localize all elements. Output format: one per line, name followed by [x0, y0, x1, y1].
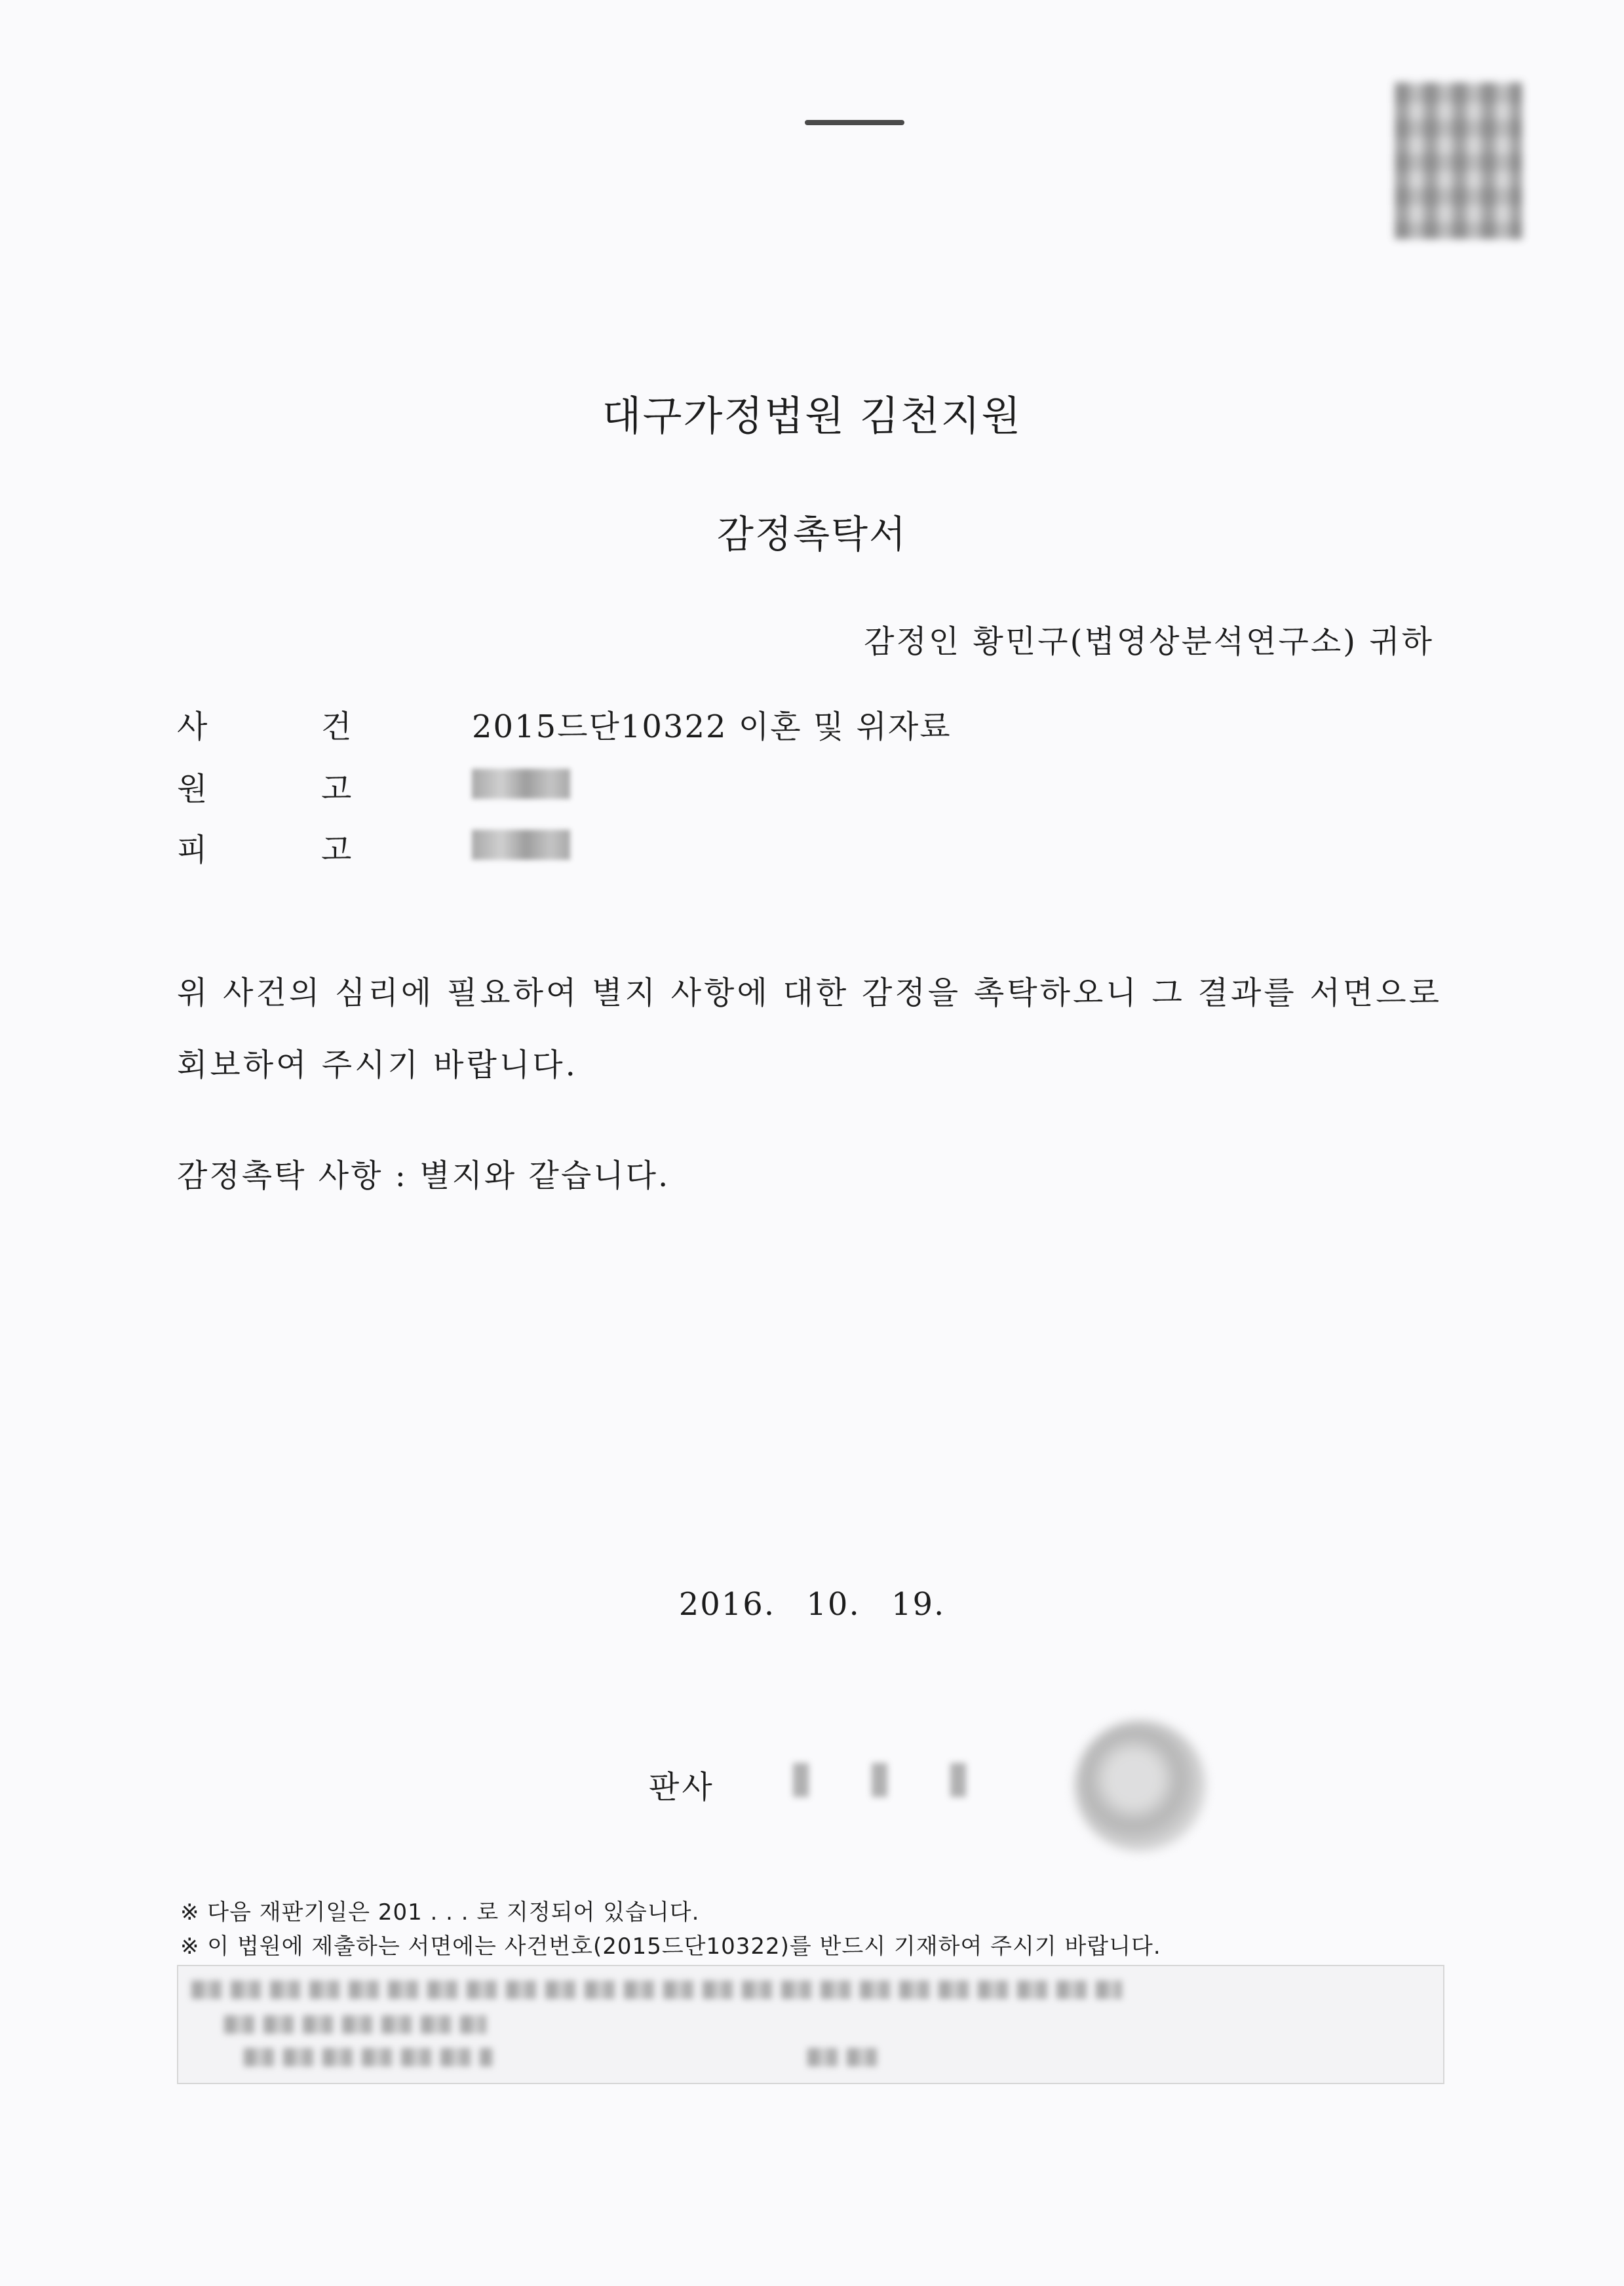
- judge-label: 판사: [649, 1769, 715, 1806]
- redacted-contact-line: [244, 2048, 493, 2066]
- case-number: 2015드단10322 이혼 및 위자료: [472, 708, 952, 745]
- case-label-char2: 건: [321, 708, 352, 745]
- plaintiff-label-char2: 고: [321, 771, 352, 807]
- issue-date: 2016. 10. 19.: [678, 1586, 946, 1623]
- plaintiff-label-char1: 원: [177, 771, 208, 807]
- notice-case-number: ※ 이 법원에 제출하는 서면에는 사건번호(2015드단10322)를 반드시 기재하여 주시기 바랍니다.: [180, 1933, 1161, 1960]
- court-seal: [1075, 1720, 1206, 1851]
- request-items-line: 감정촉탁 사항 : 별지와 같습니다.: [177, 1157, 670, 1194]
- redacted-defendant-name: [472, 830, 570, 860]
- case-label-char1: 사: [177, 708, 208, 745]
- defendant-label-char1: 피: [177, 832, 208, 868]
- redacted-contact-line: [191, 1981, 1122, 1999]
- request-body: 위 사건의 심리에 필요하여 별지 사항에 대한 감정을 촉탁하오니 그 결과를 서면으로 회보하여 주시기 바랍니다.: [177, 975, 1442, 1083]
- redacted-plaintiff-name: [472, 769, 570, 799]
- redacted-contact-box: [177, 1965, 1444, 2084]
- document-title: 감정촉탁서: [716, 512, 908, 556]
- top-punch-mark: [805, 120, 904, 125]
- redacted-barcode: [1395, 82, 1522, 239]
- defendant-label-char2: 고: [321, 832, 352, 868]
- redacted-contact-line: [224, 2015, 486, 2034]
- notice-next-hearing: ※ 다음 재판기일은 201 . . . 로 지정되어 있습니다.: [180, 1899, 700, 1926]
- redacted-contact-line: [807, 2048, 886, 2066]
- redacted-judge-name: [793, 1763, 990, 1797]
- court-name: 대구가정법원 김천지원: [602, 392, 1022, 440]
- recipient-line: 감정인 황민구(법영상분석연구소) 귀하: [864, 623, 1434, 660]
